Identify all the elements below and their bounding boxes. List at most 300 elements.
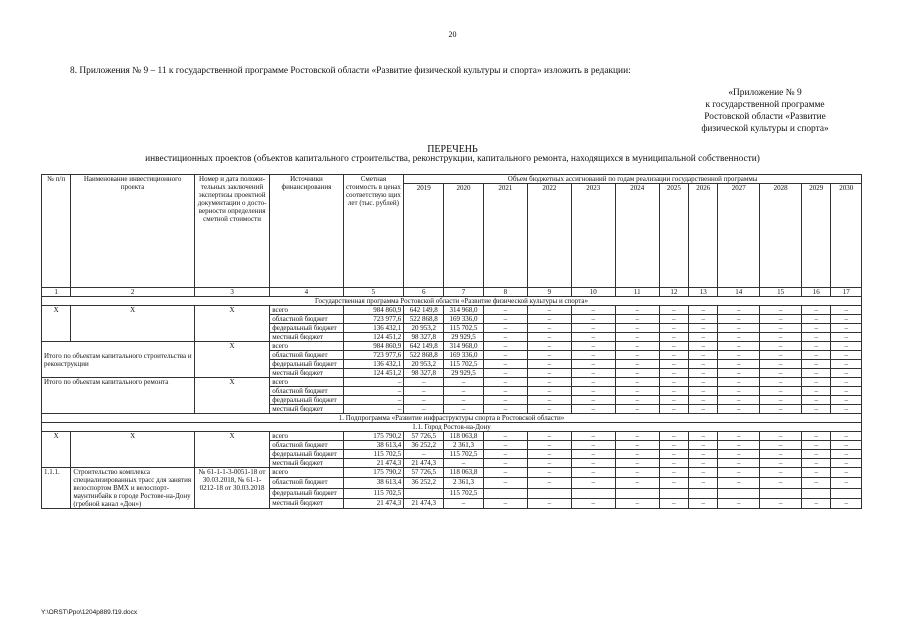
year-value: –: [444, 396, 484, 405]
cost-value: 136 432,1: [343, 324, 404, 333]
group-doc: Х: [194, 306, 269, 342]
year-value: –: [483, 324, 527, 333]
year-value: –: [831, 450, 862, 459]
year-value: –: [802, 405, 831, 414]
year-value: –: [689, 324, 718, 333]
fin-row-total: [42, 432, 862, 441]
section-city: 1.1. Город Ростов-на-Дону: [42, 423, 862, 432]
year-value: [483, 488, 527, 498]
column-number: 1: [42, 288, 71, 297]
year-value: –: [718, 369, 760, 378]
year-value: –: [615, 360, 659, 369]
column-number: 8: [483, 288, 527, 297]
year-value: –: [802, 351, 831, 360]
cost-value: 175 790,2: [343, 432, 404, 441]
year-value: –: [659, 315, 688, 324]
year-value: –: [444, 459, 484, 468]
project-1-1-1: [42, 468, 862, 509]
year-value: –: [760, 441, 802, 450]
year-value: –: [760, 333, 802, 342]
year-value: –: [831, 396, 862, 405]
year-value: –: [527, 369, 571, 378]
year-value: –: [444, 378, 484, 387]
header-year: 2028: [760, 184, 802, 288]
year-value: –: [718, 478, 760, 488]
year-value: –: [571, 306, 615, 315]
year-value: 522 868,8: [404, 315, 444, 324]
fin-source: федеральный бюджет: [270, 324, 343, 333]
year-value: –: [689, 432, 718, 441]
group-name: Х: [71, 432, 195, 468]
year-value: –: [718, 378, 760, 387]
year-value: 21 474,3: [404, 498, 444, 508]
year-value: –: [483, 387, 527, 396]
year-value: –: [483, 351, 527, 360]
year-value: –: [831, 441, 862, 450]
year-value: –: [760, 306, 802, 315]
cost-value: –: [343, 405, 404, 414]
year-value: 115 702,5: [444, 488, 484, 498]
year-value: –: [760, 450, 802, 459]
column-number: 16: [802, 288, 831, 297]
year-value: –: [404, 378, 444, 387]
year-value: –: [718, 441, 760, 450]
year-value: 20 953,2: [404, 360, 444, 369]
fin-source: федеральный бюджет: [270, 396, 343, 405]
year-value: –: [615, 468, 659, 478]
year-value: –: [802, 306, 831, 315]
header-num: № п/п: [42, 175, 71, 288]
section-subprogram: 1. Подпрограмма «Развитие инфраструктуры спорта в Ростовской области»: [42, 414, 862, 423]
year-value: –: [659, 342, 688, 351]
year-value: 642 149,8: [404, 342, 444, 351]
year-value: –: [760, 315, 802, 324]
fin-source: федеральный бюджет: [270, 360, 343, 369]
year-value: –: [689, 360, 718, 369]
year-value: –: [483, 432, 527, 441]
header-doc: Номер и дата положи-тельных заключений экспертизы проектной документации о досто-верности определения сметной стоимости: [194, 175, 269, 288]
year-value: –: [527, 306, 571, 315]
year-value: –: [831, 468, 862, 478]
year-value: 57 726,5: [404, 432, 444, 441]
year-value: –: [483, 441, 527, 450]
year-value: –: [689, 405, 718, 414]
group-num: 1.1.1.: [42, 468, 71, 509]
year-value: –: [659, 306, 688, 315]
year-value: –: [483, 360, 527, 369]
column-number: 6: [404, 288, 444, 297]
year-value: –: [615, 351, 659, 360]
fin-source: федеральный бюджет: [270, 450, 343, 459]
year-value: –: [571, 498, 615, 508]
year-value: –: [689, 450, 718, 459]
year-value: –: [483, 315, 527, 324]
year-value: –: [483, 396, 527, 405]
year-value: –: [571, 405, 615, 414]
year-value: [527, 488, 571, 498]
fin-source: всего: [270, 432, 343, 441]
year-value: –: [760, 459, 802, 468]
year-value: –: [615, 387, 659, 396]
year-value: –: [689, 378, 718, 387]
fin-source: всего: [270, 306, 343, 315]
year-value: –: [571, 468, 615, 478]
section-row: [42, 297, 862, 306]
year-value: –: [404, 405, 444, 414]
column-number: 11: [615, 288, 659, 297]
year-value: –: [802, 478, 831, 488]
header-year: 2021: [483, 184, 527, 288]
year-value: –: [444, 387, 484, 396]
column-number: 2: [71, 288, 195, 297]
group-name: Итого по объектам капитального строительства и реконструкции: [42, 342, 195, 378]
intro-paragraph: 8. Приложения № 9 – 11 к государственной программе Ростовской области «Развитие физической культуры и спорта» изложить в редакции:: [70, 66, 631, 76]
fin-source: областной бюджет: [270, 351, 343, 360]
year-value: –: [689, 351, 718, 360]
year-value: –: [571, 432, 615, 441]
group-name: Х: [71, 306, 195, 342]
year-value: –: [802, 441, 831, 450]
year-value: 57 726,5: [404, 468, 444, 478]
year-value: –: [571, 387, 615, 396]
year-value: –: [615, 450, 659, 459]
section-row: [42, 414, 862, 423]
year-value: –: [802, 342, 831, 351]
year-value: –: [659, 441, 688, 450]
year-value: –: [802, 324, 831, 333]
year-value: –: [718, 387, 760, 396]
year-value: –: [760, 478, 802, 488]
year-value: –: [831, 351, 862, 360]
year-value: 2 361,3: [444, 478, 484, 488]
column-number: 3: [194, 288, 269, 297]
year-value: –: [760, 432, 802, 441]
year-value: –: [689, 387, 718, 396]
year-value: –: [802, 315, 831, 324]
year-value: [760, 488, 802, 498]
year-value: 98 327,8: [404, 333, 444, 342]
year-value: –: [527, 351, 571, 360]
column-number: 10: [571, 288, 615, 297]
year-value: –: [831, 378, 862, 387]
year-value: –: [718, 324, 760, 333]
year-value: –: [831, 387, 862, 396]
section-row: [42, 423, 862, 432]
group-doc: Х: [194, 432, 269, 468]
year-value: 21 474,3: [404, 459, 444, 468]
year-value: –: [659, 432, 688, 441]
year-value: –: [571, 369, 615, 378]
cost-value: 984 860,9: [343, 342, 404, 351]
year-value: –: [831, 306, 862, 315]
year-value: –: [760, 405, 802, 414]
year-value: –: [527, 387, 571, 396]
year-value: –: [802, 360, 831, 369]
year-value: –: [831, 315, 862, 324]
year-value: –: [483, 468, 527, 478]
year-value: 118 063,8: [444, 468, 484, 478]
cost-value: 723 977,6: [343, 315, 404, 324]
year-value: –: [718, 405, 760, 414]
year-value: –: [718, 459, 760, 468]
year-value: –: [404, 387, 444, 396]
year-value: –: [689, 306, 718, 315]
header-year: 2024: [615, 184, 659, 288]
year-value: –: [760, 378, 802, 387]
document-subtitle: инвестиционных проектов (объектов капитального строительства, реконструкции, капитального ремонта, находящихся в муниципальной собственности): [145, 154, 760, 164]
year-value: –: [527, 405, 571, 414]
year-value: –: [659, 396, 688, 405]
year-value: –: [483, 369, 527, 378]
fin-row-total: [42, 342, 862, 351]
column-number: 7: [444, 288, 484, 297]
year-value: –: [571, 324, 615, 333]
year-value: –: [404, 450, 444, 459]
year-value: 314 968,0: [444, 306, 484, 315]
year-value: –: [571, 478, 615, 488]
year-value: –: [527, 478, 571, 488]
year-value: 118 063,8: [444, 432, 484, 441]
year-value: –: [527, 342, 571, 351]
year-value: –: [718, 315, 760, 324]
year-value: –: [571, 333, 615, 342]
year-value: –: [659, 351, 688, 360]
year-value: –: [689, 441, 718, 450]
year-value: –: [615, 369, 659, 378]
year-value: –: [483, 459, 527, 468]
fin-row-total: [42, 468, 862, 478]
year-value: –: [689, 396, 718, 405]
header-year: 2027: [718, 184, 760, 288]
year-value: –: [483, 342, 527, 351]
year-value: –: [831, 478, 862, 488]
year-value: –: [615, 342, 659, 351]
column-number: 9: [527, 288, 571, 297]
fin-row-total: [42, 378, 862, 387]
year-value: –: [718, 396, 760, 405]
column-number: 4: [270, 288, 343, 297]
year-value: –: [527, 468, 571, 478]
year-value: 169 336,0: [444, 351, 484, 360]
year-value: –: [760, 468, 802, 478]
year-value: –: [571, 351, 615, 360]
cost-value: –: [343, 378, 404, 387]
year-value: –: [831, 405, 862, 414]
year-value: –: [659, 478, 688, 488]
cost-value: 115 702,5: [343, 488, 404, 498]
group-num: Х: [42, 432, 71, 468]
year-value: –: [689, 333, 718, 342]
year-value: [718, 488, 760, 498]
footer-file-path: Y:\ORST\Ppo\1204p889.f19.docx: [41, 609, 138, 616]
year-value: –: [527, 360, 571, 369]
year-value: –: [527, 315, 571, 324]
fin-source: местный бюджет: [270, 405, 343, 414]
header-year: 2023: [571, 184, 615, 288]
year-value: –: [659, 498, 688, 508]
cost-value: –: [343, 387, 404, 396]
year-value: –: [659, 378, 688, 387]
column-number: 14: [718, 288, 760, 297]
year-value: –: [615, 306, 659, 315]
cost-value: 21 474,3: [343, 498, 404, 508]
fin-source: федеральный бюджет: [270, 488, 343, 498]
column-number: 15: [760, 288, 802, 297]
cost-value: 124 451,2: [343, 369, 404, 378]
year-value: –: [483, 378, 527, 387]
column-number: 13: [689, 288, 718, 297]
column-number-row: [42, 288, 862, 297]
year-value: –: [831, 498, 862, 508]
year-value: –: [659, 387, 688, 396]
year-value: 20 953,2: [404, 324, 444, 333]
year-value: –: [659, 324, 688, 333]
year-value: –: [527, 333, 571, 342]
year-value: –: [527, 432, 571, 441]
year-value: –: [802, 378, 831, 387]
year-value: –: [760, 342, 802, 351]
year-value: –: [802, 432, 831, 441]
group-total: [42, 306, 862, 342]
year-value: –: [615, 378, 659, 387]
year-value: –: [831, 369, 862, 378]
group-repair: [42, 378, 862, 414]
year-value: –: [571, 459, 615, 468]
year-value: 642 149,8: [404, 306, 444, 315]
year-value: –: [527, 450, 571, 459]
projects-table: [41, 174, 862, 509]
year-value: –: [802, 450, 831, 459]
cost-value: 984 860,9: [343, 306, 404, 315]
cost-value: –: [343, 396, 404, 405]
year-value: –: [483, 478, 527, 488]
year-value: –: [615, 478, 659, 488]
year-value: [802, 488, 831, 498]
year-value: –: [571, 360, 615, 369]
year-value: –: [483, 333, 527, 342]
year-value: –: [831, 324, 862, 333]
year-value: –: [689, 369, 718, 378]
year-value: –: [527, 396, 571, 405]
year-value: –: [483, 450, 527, 459]
year-value: –: [831, 432, 862, 441]
year-value: –: [483, 306, 527, 315]
header-year: 2025: [659, 184, 688, 288]
year-value: 29 929,5: [444, 369, 484, 378]
year-value: –: [527, 459, 571, 468]
appendix-line: к государственной программе: [705, 100, 825, 110]
year-value: –: [527, 498, 571, 508]
year-value: 98 327,8: [404, 369, 444, 378]
year-value: 36 252,2: [404, 478, 444, 488]
cost-value: 723 977,6: [343, 351, 404, 360]
year-value: –: [527, 378, 571, 387]
year-value: –: [615, 432, 659, 441]
appendix-line: «Приложение № 9: [728, 88, 802, 98]
year-value: –: [615, 498, 659, 508]
column-number: 12: [659, 288, 688, 297]
group-doc: № 61-1-1-3-0051-18 от 30.03.2018, № 61-1-0212-18 от 30.03.2018: [194, 468, 269, 509]
year-value: 522 868,8: [404, 351, 444, 360]
year-value: –: [659, 459, 688, 468]
fin-source: всего: [270, 342, 343, 351]
cost-value: 38 613,4: [343, 478, 404, 488]
cost-value: 136 432,1: [343, 360, 404, 369]
year-value: 115 702,5: [444, 450, 484, 459]
group-name: Итого по объектам капитального ремонта: [42, 378, 195, 414]
year-value: –: [689, 459, 718, 468]
cost-value: 21 474,3: [343, 459, 404, 468]
year-value: –: [718, 342, 760, 351]
column-number: 17: [831, 288, 862, 297]
appendix-header: [680, 87, 850, 135]
year-value: –: [802, 498, 831, 508]
year-value: –: [571, 396, 615, 405]
year-value: –: [615, 324, 659, 333]
year-value: –: [659, 450, 688, 459]
year-value: –: [571, 450, 615, 459]
year-value: –: [831, 333, 862, 342]
year-value: –: [659, 405, 688, 414]
fin-source: областной бюджет: [270, 478, 343, 488]
year-value: –: [444, 498, 484, 508]
appendix-line: физической культуры и спорта»: [701, 124, 829, 134]
header-row: [42, 175, 862, 184]
header-year: 2029: [802, 184, 831, 288]
year-value: –: [802, 459, 831, 468]
group-doc: Х: [194, 378, 269, 414]
year-value: [659, 488, 688, 498]
fin-source: всего: [270, 468, 343, 478]
year-value: –: [802, 333, 831, 342]
year-value: –: [659, 333, 688, 342]
group-construction: [42, 342, 862, 378]
year-value: –: [615, 333, 659, 342]
year-value: –: [659, 360, 688, 369]
year-value: –: [760, 324, 802, 333]
year-value: –: [404, 396, 444, 405]
cost-value: 175 790,2: [343, 468, 404, 478]
year-value: –: [659, 369, 688, 378]
year-value: –: [571, 342, 615, 351]
header-cost: Сметная стоимость в ценах соответствую щих лет (тыс. рублей): [343, 175, 404, 288]
year-value: –: [615, 405, 659, 414]
year-value: 2 361,3: [444, 441, 484, 450]
year-value: –: [689, 342, 718, 351]
fin-source: местный бюджет: [270, 369, 343, 378]
year-value: 36 252,2: [404, 441, 444, 450]
fin-source: областной бюджет: [270, 441, 343, 450]
appendix-line: Ростовской области «Развитие: [704, 112, 826, 122]
fin-row-total: [42, 306, 862, 315]
group-city: [42, 432, 862, 468]
year-value: [404, 488, 444, 498]
year-value: –: [760, 351, 802, 360]
year-value: [615, 488, 659, 498]
year-value: –: [760, 369, 802, 378]
header-source: Источники финансирования: [270, 175, 343, 288]
year-value: –: [802, 468, 831, 478]
year-value: 169 336,0: [444, 315, 484, 324]
fin-source: всего: [270, 378, 343, 387]
year-value: –: [615, 396, 659, 405]
year-value: –: [615, 441, 659, 450]
year-value: –: [831, 360, 862, 369]
year-value: –: [718, 450, 760, 459]
year-value: –: [718, 468, 760, 478]
header-year: 2030: [831, 184, 862, 288]
year-value: –: [444, 405, 484, 414]
